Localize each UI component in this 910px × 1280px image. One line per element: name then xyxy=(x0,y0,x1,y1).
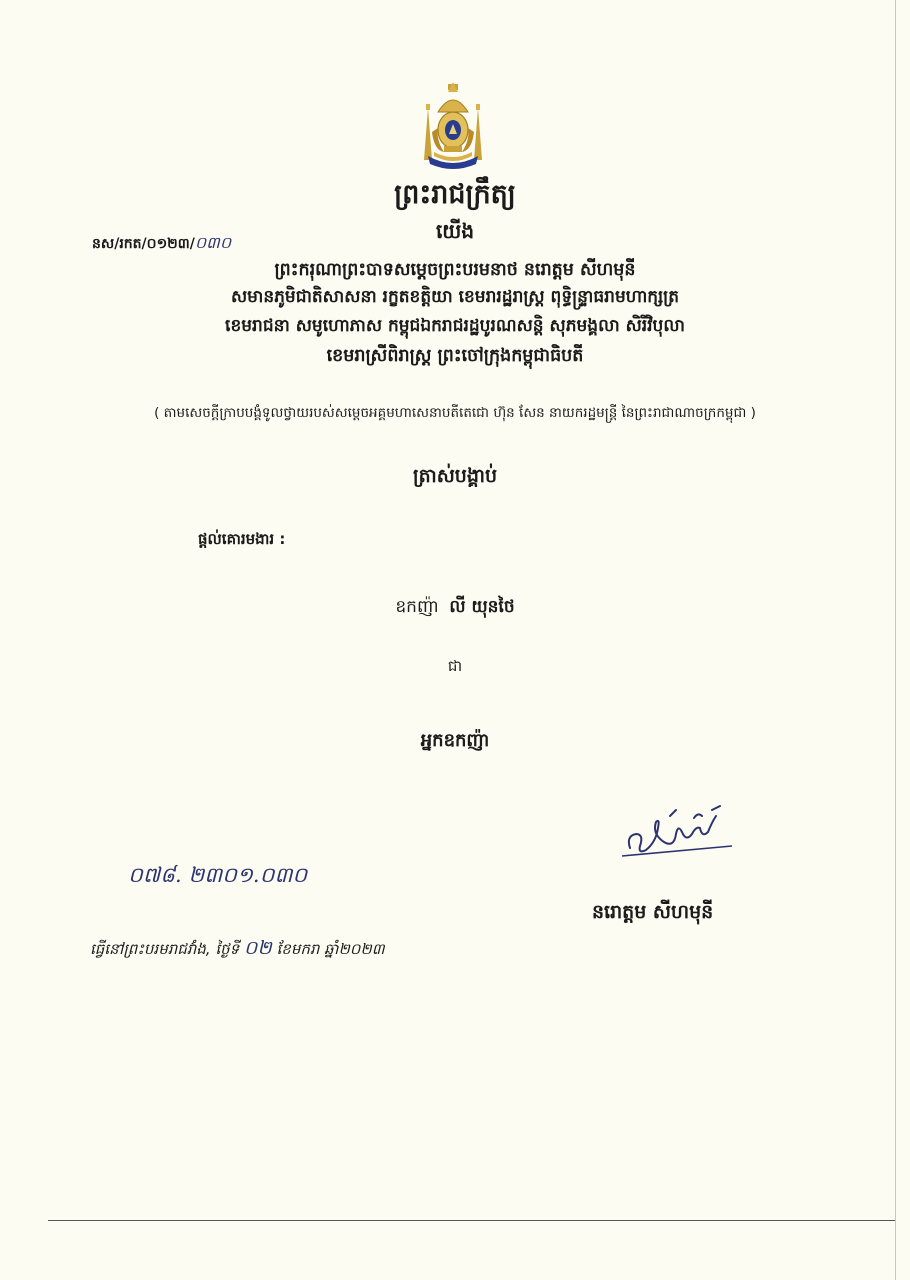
king-title-line-3: ខេមរាជនា សមូហោភាស កម្ពុជឯករាជរដ្ឋបូរណសន្តិ សុភមង្គលា សិរីវិបុលា xyxy=(225,316,685,336)
reference-printed: នស/រកត/០១២៣/ xyxy=(92,236,195,252)
page-edge xyxy=(895,0,896,1280)
recipient-title: ឧកញ៉ា xyxy=(395,597,439,617)
date-prefix: ធ្វើនៅព្រះបរមរាជវាំង, ថ្ងៃទី xyxy=(90,940,240,958)
king-title-line-4: ខេមរាស្រីពិរាស្ត្រ ព្រះចៅក្រុងកម្ពុជាធិបតី xyxy=(326,346,584,366)
signer-name: នរោត្ដម សីហមុនី xyxy=(592,901,714,923)
king-title-line-1: ព្រះករុណាព្រះបាទសម្ដេចព្រះបរមនាថ នរោត្ដម សីហមុនី xyxy=(274,260,636,280)
recipient xyxy=(0,596,910,621)
conferred-rank: អ្នកឧកញ៉ា xyxy=(420,730,490,751)
grant-label: ផ្ដល់គោរមងារ : xyxy=(198,530,286,548)
reference-handwritten: ០៣០ xyxy=(194,233,232,252)
decree-title: ព្រះរាជក្រឹត្យ xyxy=(394,179,516,210)
footer-rule xyxy=(48,1220,896,1221)
order-heading: ត្រាស់បង្គាប់ xyxy=(412,465,498,487)
document-number-handwritten: ០៧៨. ២៣០១.០៣០ xyxy=(128,863,308,887)
legal-basis: ( តាមសេចក្ដីក្រាបបង្គំទូលថ្វាយរបស់សម្ដេចអគ្គមហាសេនាបតីតេជោ ហ៊ុន សែន នាយករដ្ឋមន្ត្រី នៃព្រះរាជាណាចក្រកម្ពុជា ) xyxy=(154,405,756,421)
royal-signature xyxy=(616,798,736,860)
reference-number xyxy=(92,232,231,256)
royal-arms-icon xyxy=(414,82,492,172)
we-heading: យើង xyxy=(435,219,475,243)
date-suffix: ខែមករា ឆ្នាំ២០២៣ xyxy=(276,940,385,958)
as-word: ជា xyxy=(447,657,463,675)
date-line xyxy=(90,936,385,964)
date-day-handwritten: ០២ xyxy=(243,937,272,959)
recipient-name: លី យុនថៃ xyxy=(449,597,515,617)
king-title-line-2: សមានភូមិជាតិសាសនា រក្ខតខត្តិយា ខេមរារដ្ឋរាស្ត្រ ពុទ្ធិន្ទ្រាធរាមហាក្សត្រ xyxy=(230,287,680,307)
